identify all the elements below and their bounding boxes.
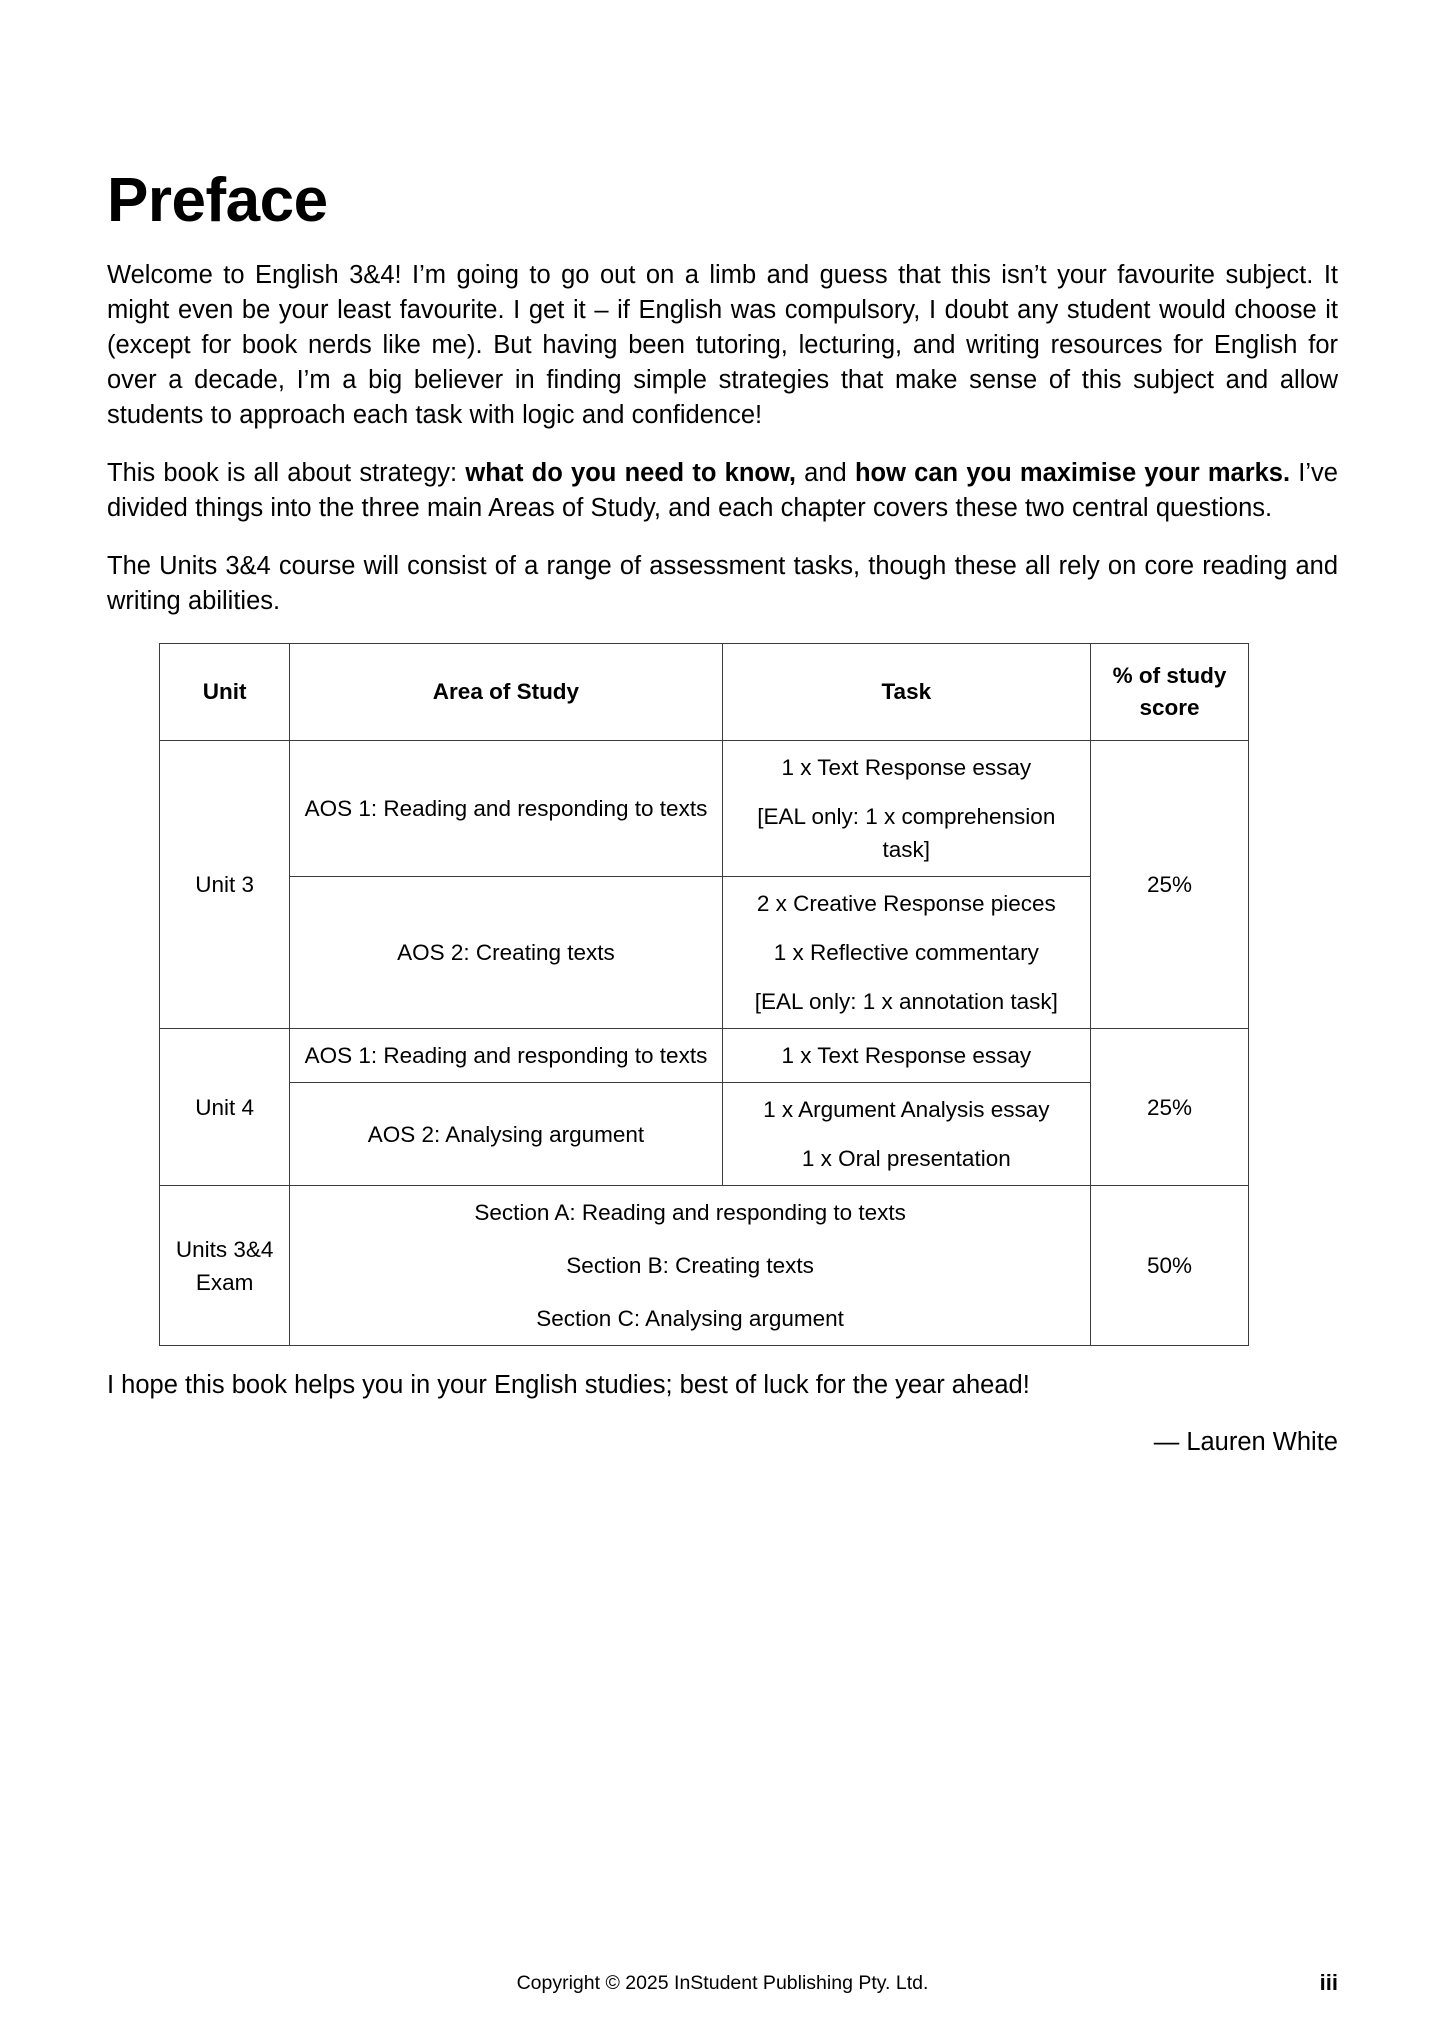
task-line: 1 x Oral presentation <box>801 1146 1011 1171</box>
exam-section-line: Section C: Analysing argument <box>536 1306 844 1331</box>
cell-unit3-aos2-tasks <box>722 877 1090 1029</box>
page-content <box>107 166 1338 1460</box>
cell-unit4-aos2-tasks <box>722 1083 1090 1186</box>
cell-exam-percent: 50% <box>1090 1186 1248 1346</box>
paragraph-strategy-bold-2: how can you maximise your marks. <box>854 459 1291 487</box>
cell-unit4-aos2: AOS 2: Analysing argument <box>290 1083 722 1186</box>
column-header-area-of-study: Area of Study <box>290 644 722 741</box>
exam-section-line: Section B: Creating texts <box>566 1253 814 1278</box>
task-line: 1 x Argument Analysis essay <box>763 1097 1050 1122</box>
table-header-row <box>160 644 1249 741</box>
column-header-task: Task <box>722 644 1090 741</box>
cell-unit-3: Unit 3 <box>160 741 290 1029</box>
table-row <box>160 1029 1249 1083</box>
cell-unit3-aos1-tasks <box>722 741 1090 877</box>
course-table-wrapper <box>107 643 1338 1346</box>
paragraph-strategy <box>107 456 1338 526</box>
cell-unit-4: Unit 4 <box>160 1029 290 1186</box>
table-row <box>160 741 1249 877</box>
cell-exam-sections <box>290 1186 1091 1346</box>
cell-units34-exam <box>160 1186 290 1346</box>
paragraph-strategy-mid: and <box>795 459 855 487</box>
cell-unit3-aos1: AOS 1: Reading and responding to texts <box>290 741 722 877</box>
task-line: [EAL only: 1 x comprehension task] <box>757 804 1056 862</box>
cell-units34-exam-line1: Units 3&4 <box>175 1236 274 1262</box>
paragraph-strategy-tail: I’ve divided things into the three main Areas of Study, and each chapter covers these two central questions. <box>107 459 1338 522</box>
cell-unit3-aos2: AOS 2: Creating texts <box>290 877 722 1029</box>
paragraph-strategy-lead: This book is all about strategy: <box>107 459 466 487</box>
table-row <box>160 877 1249 1029</box>
task-line: 2 x Creative Response pieces <box>756 891 1056 916</box>
task-line: 1 x Reflective commentary <box>773 940 1039 965</box>
paragraph-strategy-bold-1: what do you need to know, <box>465 459 796 487</box>
page-title: Preface <box>107 166 328 235</box>
footer-page-number: iii <box>1319 1970 1338 1995</box>
table-body <box>160 741 1249 1346</box>
cell-unit4-aos1: AOS 1: Reading and responding to texts <box>290 1029 722 1083</box>
table-row <box>160 1186 1249 1346</box>
cell-unit4-aos1-tasks <box>722 1029 1090 1083</box>
cell-unit4-percent: 25% <box>1090 1029 1248 1186</box>
table-row <box>160 1083 1249 1186</box>
footer-copyright: Copyright © 2025 InStudent Publishing Pty. Ltd. <box>516 1972 929 1994</box>
cell-units34-exam-line2: Exam <box>195 1269 254 1295</box>
task-line: 1 x Text Response essay <box>781 755 1032 780</box>
paragraph-closing: I hope this book helps you in your English studies; best of luck for the year ahead! <box>107 1371 1030 1399</box>
paragraph-intro: Welcome to English 3&4! I’m going to go out on a limb and guess that this isn’t your favourite subject. It might even be your least favourite. I get it – if English was compulsory, I doubt any student would choose it (except for book nerds like me). But having been tutoring, lecturing, and writing resources for English for over a decade, I’m a big believer in finding simple strategies that make sense of this subject and allow students to approach each task with logic and confidence! <box>107 261 1338 429</box>
author-signature: — Lauren White <box>1153 1428 1338 1456</box>
exam-section-line: Section A: Reading and responding to texts <box>474 1200 906 1225</box>
course-assessment-table <box>159 643 1249 1346</box>
task-line: 1 x Text Response essay <box>781 1043 1032 1068</box>
page-footer <box>107 1969 1338 1999</box>
task-line: [EAL only: 1 x annotation task] <box>754 989 1058 1014</box>
cell-unit3-percent: 25% <box>1090 741 1248 1029</box>
column-header-percent: % of study score <box>1090 644 1248 741</box>
column-header-unit: Unit <box>160 644 290 741</box>
paragraph-course: The Units 3&4 course will consist of a range of assessment tasks, though these all rely on core reading and writing abilities. <box>107 552 1338 615</box>
table-head <box>160 644 1249 741</box>
